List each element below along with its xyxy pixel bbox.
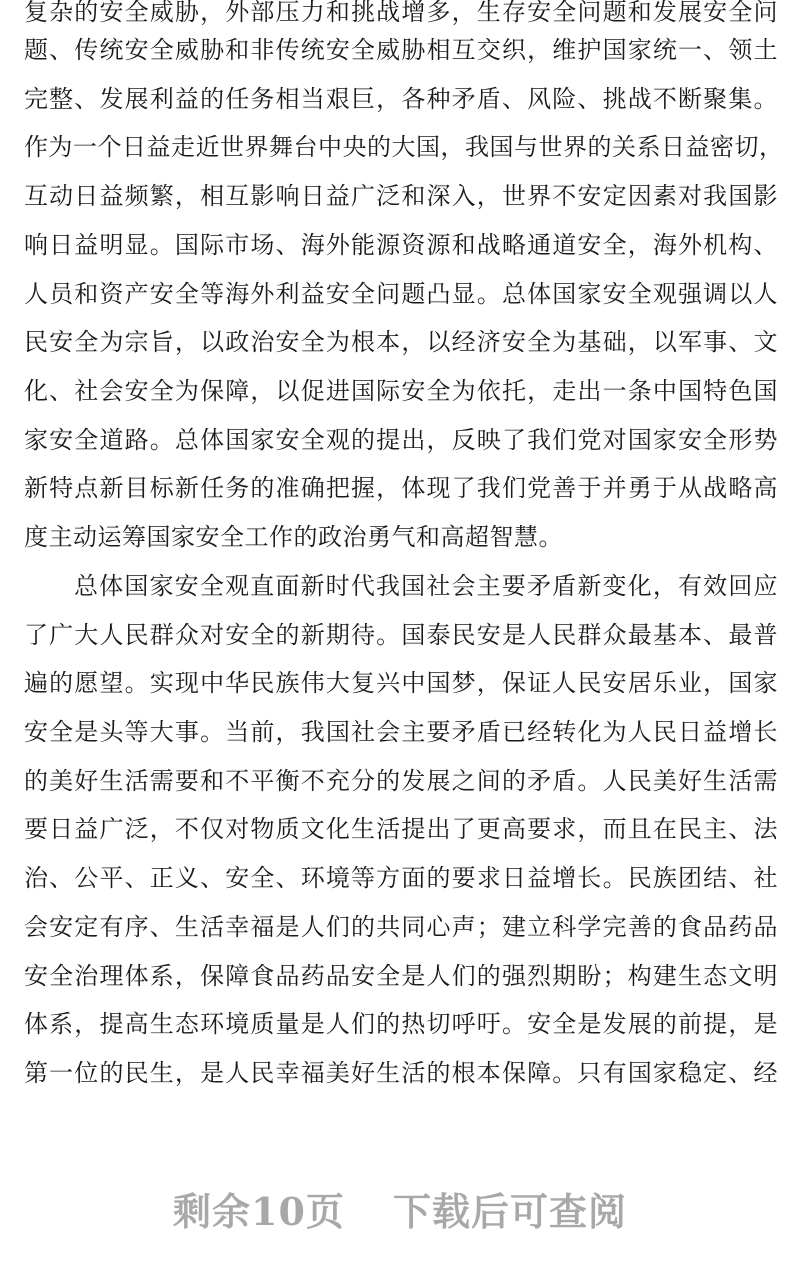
text-line: 复杂的安全威胁，外部压力和挑战增多，生存安全问题和发展安全问: [24, 0, 778, 26]
text-line: 治、公平、正义、安全、环境等方面的要求日益增长。民族团结、社: [24, 864, 778, 892]
text-line: 新特点新目标新任务的准确把握，体现了我们党善于并勇于从战略高: [24, 474, 778, 502]
paragraph-first-line: 总体国家安全观直面新时代我国社会主要矛盾新变化，有效回应: [74, 572, 778, 600]
text-line: 民安全为宗旨，以政治安全为根本，以经济安全为基础，以军事、文: [24, 328, 778, 356]
text-line: 安全治理体系，保障食品药品安全是人们的强烈期盼；构建生态文明: [24, 962, 778, 990]
text-line: 安全是头等大事。当前，我国社会主要矛盾已经转化为人民日益增长: [24, 718, 778, 746]
text-line: 题、传统安全威胁和非传统安全威胁相互交织，维护国家统一、领土: [24, 36, 778, 64]
text-line: 完整、发展利益的任务相当艰巨，各种矛盾、风险、挑战不断聚集。: [24, 85, 778, 113]
text-line: 要日益广泛，不仅对物质文化生活提出了更高要求，而且在民主、法: [24, 815, 778, 843]
text-line: 互动日益频繁，相互影响日益广泛和深入，世界不安定因素对我国影: [24, 182, 778, 210]
text-line: 化、社会安全为保障，以促进国际安全为依托，走出一条中国特色国: [24, 377, 778, 405]
text-line: 度主动运筹国家安全工作的政治勇气和高超智慧。: [24, 523, 563, 551]
download-to-read-link[interactable]: 下载后可查阅: [392, 1188, 627, 1234]
text-line: 响日益明显。国际市场、海外能源资源和战略通道安全，海外机构、: [24, 231, 778, 259]
text-line: 家安全道路。总体国家安全观的提出，反映了我们党对国家安全形势: [24, 426, 778, 454]
text-line: 遍的愿望。实现中华民族伟大复兴中国梦，保证人民安居乐业，国家: [24, 669, 778, 697]
text-line: 人员和资产安全等海外利益安全问题凸显。总体国家安全观强调以人: [24, 280, 778, 308]
text-line: 会安定有序、生活幸福是人们的共同心声；建立科学完善的食品药品: [24, 913, 778, 941]
text-line: 的美好生活需要和不平衡不充分的发展之间的矛盾。人民美好生活需: [24, 767, 778, 795]
remaining-pages-label: 剩余10页: [173, 1188, 345, 1234]
download-prompt[interactable]: [0, 1178, 800, 1238]
text-line: 体系，提高生态环境质量是人们的热切呼吁。安全是发展的前提，是: [24, 1010, 778, 1038]
text-line: 第一位的民生，是人民幸福美好生活的根本保障。只有国家稳定、经: [24, 1059, 778, 1087]
text-line: 作为一个日益走近世界舞台中央的大国，我国与世界的关系日益密切，: [24, 133, 784, 161]
text-line: 了广大人民群众对安全的新期待。国泰民安是人民群众最基本、最普: [24, 621, 778, 649]
